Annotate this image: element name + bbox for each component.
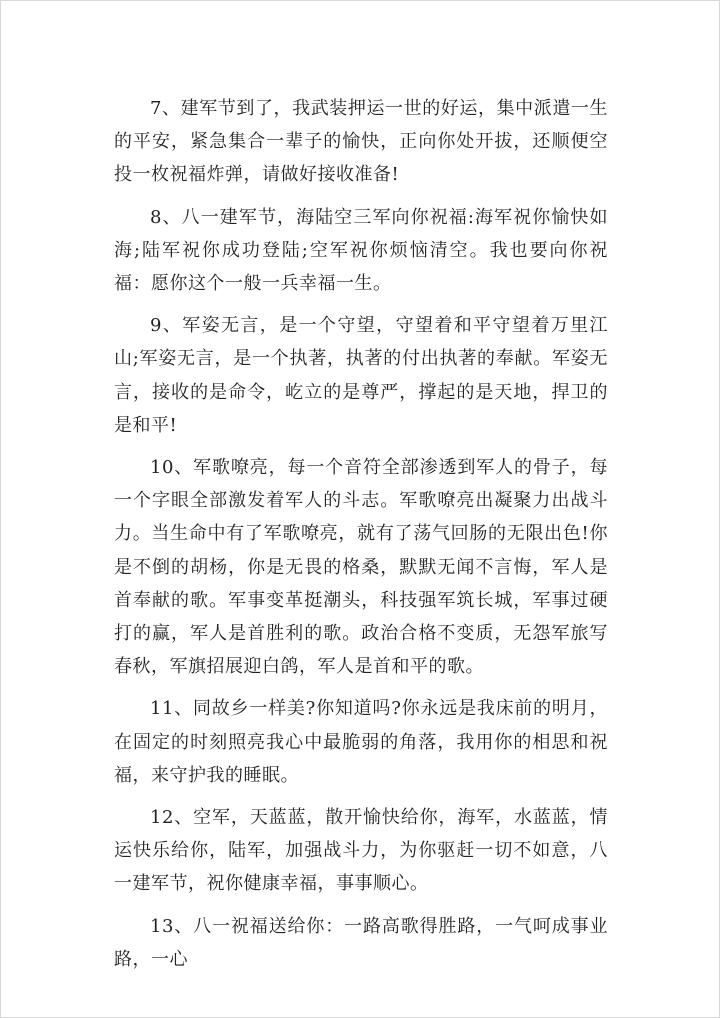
- paragraph-8: 8、八一建军节，海陆空三军向你祝福:海军祝你愉快如海;陆军祝你成功登陆;空军祝你烦恼清空。我也要向你祝福：愿你这个一般一兵幸福一生。: [114, 206, 608, 295]
- document-body: [114, 92, 608, 985]
- paragraph-13: 13、八一祝福送给你：一路高歌得胜路，一气呵成事业路，一心: [114, 915, 608, 970]
- paragraph-11: 11、同故乡一样美?你知道吗?你永远是我床前的明月，在固定的时刻照亮我心中最脆弱的角落，我用你的相思和祝福，来守护我的睡眠。: [114, 698, 608, 786]
- paragraph-7: 7、建军节到了，我武装押运一世的好运，集中派遣一生的平安，紧急集合一辈子的愉快，正向你处开拔，还顺便空投一枚祝福炸弹，请做好接收准备!: [114, 98, 608, 186]
- paragraph-9: 9、军姿无言，是一个守望，守望着和平守望着万里江山;军姿无言，是一个执著，执著的付出执著的奉献。军姿无言，接收的是命令，屹立的是尊严，撑起的是天地，捍卫的是和平!: [114, 315, 608, 436]
- paragraph-12: 12、空军，天蓝蓝，散开愉快给你，海军，水蓝蓝，情运快乐给你，陆军，加强战斗力，为你驱赶一切不如意，八一建军节，祝你健康幸福，事事顺心。: [114, 807, 608, 895]
- paragraph-10: 10、军歌嘹亮，每一个音符全部渗透到军人的骨子，每一个字眼全部激发着军人的斗志。军歌嘹亮出凝聚力出战斗力。当生命中有了军歌嘹亮，就有了荡气回肠的无限出色!你是不倒的胡杨，你是无畏的格桑，默默无闻不言悔，军人是首奉献的歌。军事变革挺潮头，科技强军筑长城，军事过硬打的赢，军人是首胜利的歌。政治合格不变质，无怨军旅写春秋，军旗招展迎白鸽，军人是首和平的歌。: [114, 457, 608, 678]
